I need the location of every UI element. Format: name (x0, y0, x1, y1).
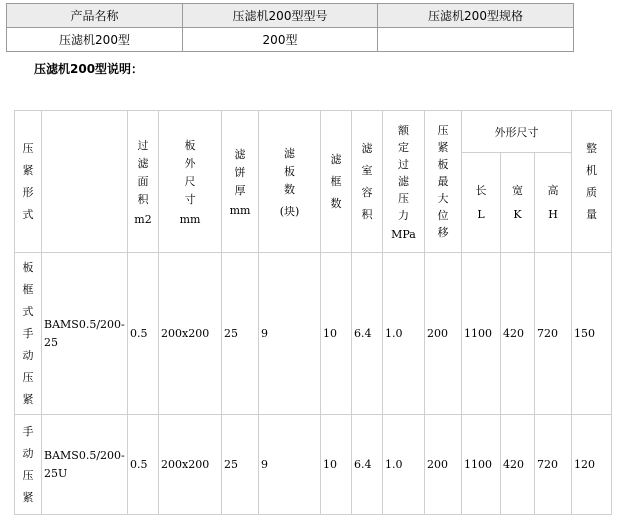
cell-press-type: 手动压紧 (15, 415, 42, 515)
cell-weight: 150 (572, 253, 612, 415)
table-row (15, 253, 612, 415)
cell-spec (378, 28, 574, 52)
header-press-type: 压紧形式 (15, 111, 42, 253)
cell-cake-thickness: 25 (222, 253, 259, 415)
header-filter-area: 过滤面积 m2 (128, 111, 159, 253)
header-plate-size: 板外尺寸 mm (159, 111, 222, 253)
cell-length: 1100 (462, 253, 501, 415)
section-title: 压滤机200型说明： (34, 62, 144, 76)
product-table (6, 3, 574, 52)
cell-model: BAMS0.5/200-25 (42, 253, 128, 415)
cell-length: 1100 (462, 415, 501, 515)
cell-max-position: 200 (425, 415, 462, 515)
header-cake-thickness: 滤饼厚 mm (222, 111, 259, 253)
header-model: 压滤机200型型号 (183, 4, 378, 28)
header-max-position: 压紧板最大位移 (425, 111, 462, 253)
table-row (15, 415, 612, 515)
header-weight: 整机质量 (572, 111, 612, 253)
header-filter-pressure: 额定过滤压力 MPa (383, 111, 425, 253)
spec-table (14, 110, 612, 515)
cell-filter-pressure: 1.0 (383, 415, 425, 515)
cell-frame-count: 10 (321, 415, 352, 515)
cell-plate-count: 9 (259, 253, 321, 415)
cell-cake-thickness: 25 (222, 415, 259, 515)
header-spec: 压滤机200型规格 (378, 4, 574, 28)
spec-header-row-1 (15, 111, 612, 153)
cell-model: BAMS0.5/200-25U (42, 415, 128, 515)
header-chamber-volume: 滤室容积 (352, 111, 383, 253)
cell-filter-area: 0.5 (128, 253, 159, 415)
header-dimensions: 外形尺寸 (462, 111, 572, 153)
cell-max-position: 200 (425, 253, 462, 415)
cell-height: 720 (535, 415, 572, 515)
header-product-name: 产品名称 (7, 4, 183, 28)
header-width: 宽 K (501, 153, 535, 253)
cell-weight: 120 (572, 415, 612, 515)
header-model-blank (42, 111, 128, 253)
cell-product-name: 压滤机200型 (7, 28, 183, 52)
cell-chamber-volume: 6.4 (352, 253, 383, 415)
header-frame-count: 滤框数 (321, 111, 352, 253)
cell-press-type: 板框式手动压紧 (15, 253, 42, 415)
product-table-row (7, 28, 574, 52)
cell-plate-size: 200x200 (159, 415, 222, 515)
cell-frame-count: 10 (321, 253, 352, 415)
header-plate-count: 滤板数 (块) (259, 111, 321, 253)
header-length: 长 L (462, 153, 501, 253)
cell-width: 420 (501, 253, 535, 415)
cell-height: 720 (535, 253, 572, 415)
cell-model: 200型 (183, 28, 378, 52)
cell-plate-size: 200x200 (159, 253, 222, 415)
cell-filter-pressure: 1.0 (383, 253, 425, 415)
header-height: 高 H (535, 153, 572, 253)
product-table-header (7, 4, 574, 28)
cell-chamber-volume: 6.4 (352, 415, 383, 515)
cell-plate-count: 9 (259, 415, 321, 515)
cell-width: 420 (501, 415, 535, 515)
cell-filter-area: 0.5 (128, 415, 159, 515)
